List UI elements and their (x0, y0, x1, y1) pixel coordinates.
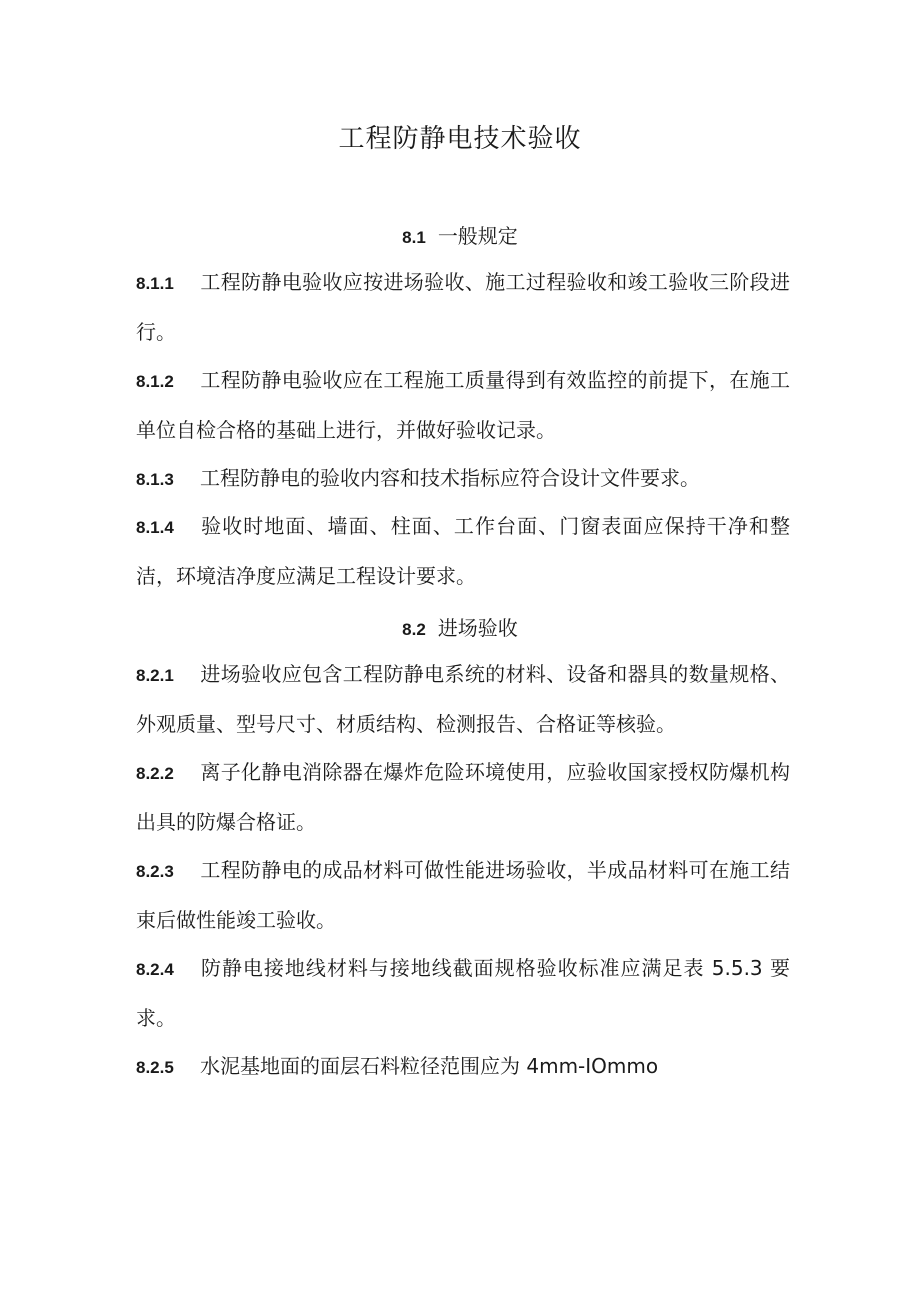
clause-text: 工程防静电验收应在工程施工质量得到有效监控的前提下，在施工单位自检合格的基础上进行，并做好验收记录。 (136, 368, 790, 442)
clause-text: 验收时地面、墙面、柱面、工作台面、门窗表面应保持干净和整洁，环境洁净度应满足工程设计要求。 (136, 514, 790, 588)
clause-8-1-1 (136, 258, 790, 356)
section-number: 8.1 (402, 228, 426, 247)
section-heading-8-1 (0, 220, 920, 249)
clause-number: 8.1.3 (136, 470, 174, 489)
document-title: 工程防静电技术验收 (338, 124, 582, 154)
clause-text: 进场验收应包含工程防静电系统的材料、设备和器具的数量规格、外观质量、型号尺寸、材质结构、检测报告、合格证等核验。 (136, 662, 790, 736)
clause-text: 工程防静电的验收内容和技术指标应符合设计文件要求。 (200, 466, 700, 490)
clause-number: 8.1.4 (136, 518, 174, 537)
clause-8-1-4 (136, 502, 790, 600)
clause-text: 防静电接地线材料与接地线截面规格验收标准应满足表 5.5.3 要求。 (136, 956, 790, 1030)
clause-8-2-1 (136, 650, 790, 748)
clause-8-2-2 (136, 748, 790, 846)
clause-text: 工程防静电的成品材料可做性能进场验收，半成品材料可在施工结束后做性能竣工验收。 (136, 858, 790, 932)
section-heading-8-2 (0, 612, 920, 641)
section-title: 一般规定 (437, 224, 518, 248)
clause-number: 8.2.2 (136, 764, 174, 783)
clause-number: 8.2.5 (136, 1058, 174, 1077)
clause-text: 离子化静电消除器在爆炸危险环境使用，应验收国家授权防爆机构出具的防爆合格证。 (136, 760, 790, 834)
clause-text: 水泥基地面的面层石料粒径范围应为 4mm-IOmmo (200, 1054, 659, 1078)
clause-8-2-4 (136, 944, 790, 1042)
clause-number: 8.1.2 (136, 372, 174, 391)
clause-8-1-3 (136, 454, 790, 504)
clause-8-2-5 (136, 1042, 790, 1092)
clause-text: 工程防静电验收应按进场验收、施工过程验收和竣工验收三阶段进行。 (136, 270, 790, 344)
section-number: 8.2 (402, 620, 426, 639)
clause-number: 8.1.1 (136, 274, 174, 293)
clause-8-1-2 (136, 356, 790, 454)
clause-8-2-3 (136, 846, 790, 944)
clause-number: 8.2.3 (136, 862, 174, 881)
clause-number: 8.2.1 (136, 666, 174, 685)
clause-number: 8.2.4 (136, 960, 174, 979)
section-title: 进场验收 (437, 616, 518, 640)
